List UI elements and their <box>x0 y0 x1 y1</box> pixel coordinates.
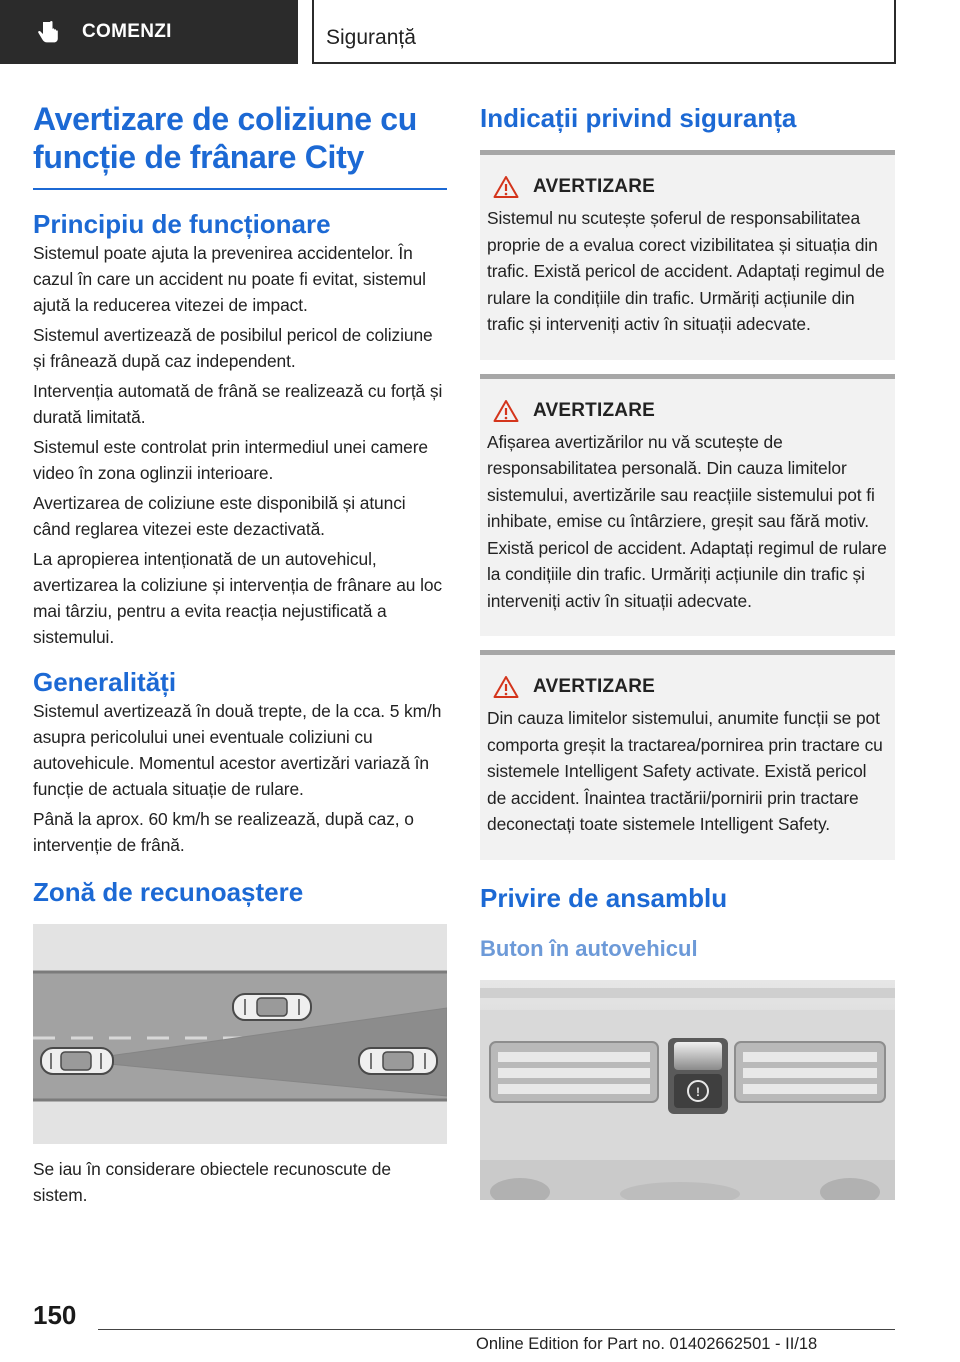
warning-triangle-icon <box>493 175 519 199</box>
principle-paragraph: Sistemul avertizează de posibilul pericol de coliziune și frânează după caz independent. <box>33 325 433 371</box>
zone-caption: Se iau în considerare obiectele recunoscute de sistem. <box>33 1159 391 1205</box>
principle-heading: Principiu de funcționare <box>33 209 331 239</box>
principle-paragraph: Avertizarea de coliziune este disponibilă și atunci când reglarea vitezei este dezactivată. <box>33 493 406 539</box>
principle-paragraph: La apropierea intenționată de un autovehicul, avertizarea la coliziune și intervenția de frânare au loc mai târziu, pentru a evita reacția nejustificată a sistemului. <box>33 549 443 647</box>
principle-paragraph: Intervenția automată de frână se realizează cu forță și durată limitată. <box>33 381 443 427</box>
detected-car-ahead <box>233 994 311 1020</box>
header-section <box>312 0 896 64</box>
warning-title: AVERTIZARE <box>533 676 655 697</box>
general-paragraph: Până la aprox. 60 km/h se realizează, după caz, o intervenție de frână. <box>33 809 414 855</box>
header-section-label: Siguranță <box>326 26 416 49</box>
warning-triangle-icon <box>493 675 519 699</box>
warning-text: Din cauza limitelor sistemului, anumite funcții se pot comporta greșit la tractarea/pornirea prin tractare cu sistemele Intelligent Safety activate. Există pericol de accident. Înaintea tractării/pornirii prin tractare deconectați toate sistemele Intelligent Safety. <box>487 708 883 834</box>
warning-title: AVERTIZARE <box>533 176 655 197</box>
footer-divider <box>98 1329 895 1330</box>
warning-box <box>480 150 895 360</box>
own-vehicle <box>41 1048 113 1074</box>
left-air-vent <box>490 1042 658 1102</box>
principle-paragraph: Sistemul este controlat prin intermediul unei camere video în zona oglinzii interioare. <box>33 437 428 483</box>
principle-paragraph: Sistemul poate ajuta la prevenirea accidentelor. În cazul în care un accident nu poate fi evitat, sistemul ajută la reducerea vitezei de impact. <box>33 243 426 315</box>
right-air-vent <box>735 1042 885 1102</box>
page-title: Avertizare de coliziune cu funcție de frânare City <box>33 101 418 175</box>
left-column <box>33 100 447 1208</box>
detected-car-front <box>359 1048 437 1074</box>
button-heading: Buton în autovehicul <box>480 935 698 961</box>
warning-triangle-icon <box>493 399 519 423</box>
header-tab-label: COMENZI <box>82 21 172 42</box>
safety-heading: Indicații privind siguranța <box>480 103 797 133</box>
header-tab <box>0 0 298 64</box>
overview-heading: Privire de ansamblu <box>480 882 728 913</box>
warning-text: Sistemul nu scutește șoferul de responsabilitatea proprie de a evalua corect vizibilitatea și situația din trafic. Există pericol de accident. Adaptați regimul de rulare la condițiile din trafic. Urmăriți acțiunile din trafic și interveniți activ în situații adecvate. <box>487 208 885 334</box>
warning-text: Afișarea avertizărilor nu vă scutește de responsabilitatea personală. Din cauza limitelor sistemului, avertizările sau reacțiile sistemului pot fi inhibate, emise cu întârziere, greșit sau fără motiv. Există pericol de accident. Adaptați regimul de rulare la condițiile din trafic. Urmăriți acțiunile din trafic și interveniți activ în situații adecvate. <box>487 431 887 611</box>
pointing-hand-icon <box>36 18 64 46</box>
warning-box <box>480 374 895 637</box>
general-heading: Generalități <box>33 667 177 697</box>
zone-heading: Zonă de recunoaștere <box>33 877 304 907</box>
detection-zone-illustration <box>33 924 447 1144</box>
right-column <box>480 100 895 1200</box>
hazard-button-housing <box>668 1038 728 1114</box>
footer-edition: Online Edition for Part no. 01402662501 - II/18 <box>476 1335 818 1353</box>
dashboard-button-photo <box>480 980 895 1200</box>
title-divider <box>33 188 447 190</box>
page-number: 150 <box>33 1300 77 1330</box>
svg-text:!: ! <box>696 1084 700 1099</box>
general-paragraph: Sistemul avertizează în două trepte, de la cca. 5 km/h asupra pericolului unei eventuale coliziuni cu autovehicule. Momentul acestor avertizări variază în funcție de actuala situație de rulare. <box>33 701 442 799</box>
warning-title: AVERTIZARE <box>533 399 655 421</box>
warning-box <box>480 650 895 860</box>
